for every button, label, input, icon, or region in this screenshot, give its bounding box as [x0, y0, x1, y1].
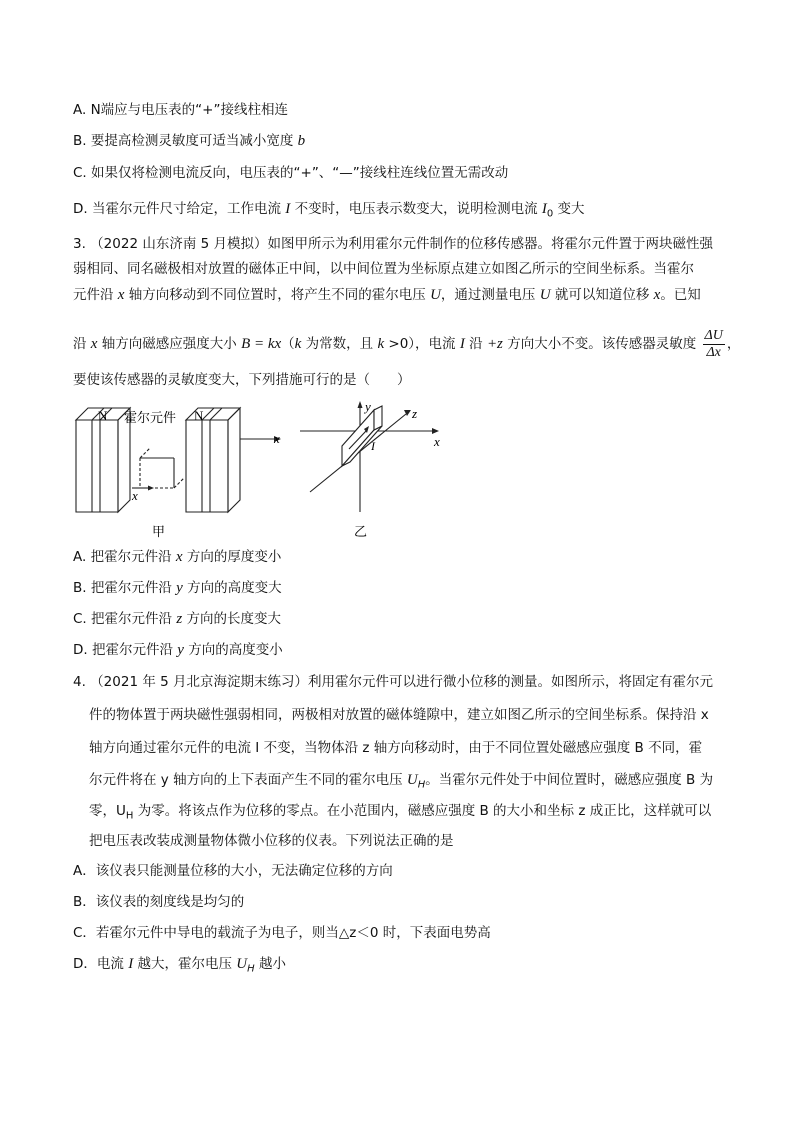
figure-jia — [70, 396, 290, 542]
q4-l5-sub: H — [125, 810, 134, 822]
q4-option-d-text3: 越小 — [254, 956, 286, 972]
q3-l3-text: 元件沿 — [73, 287, 118, 303]
q3-option-d-var: y — [177, 642, 184, 658]
q3-option-c — [73, 609, 281, 629]
q4-line-2: 件的物体置于两块磁性强弱相同，两极相对放置的磁体缝隙中，建立如图乙所示的空间坐标系。保持沿 x — [89, 707, 709, 723]
q3-option-a — [73, 547, 281, 567]
y-axis-label: y — [365, 399, 371, 414]
q3-l3-var-u2: U — [539, 287, 551, 303]
q3-l4-var-k2: k — [377, 336, 385, 352]
q2-option-b-text: B. 要提高检测灵敏度可适当减小宽度 — [73, 133, 298, 149]
q4-l4-var-u: U — [406, 772, 418, 788]
q3-option-d-text2: 方向的高度变小 — [183, 642, 283, 658]
q3-option-a-var: x — [175, 549, 183, 565]
fraction-denominator: Δx — [706, 344, 721, 360]
q3-option-d — [73, 640, 283, 660]
q3-l3-text4: 就可以知道位移 — [550, 287, 654, 303]
q3-l4-text5: >0），电流 — [384, 336, 460, 352]
q4-option-b: B．该仪表的刻度线是均匀的 — [73, 894, 245, 910]
q4-line-3: 轴方向通过霍尔元件的电流 I 不变，当物体沿 z 轴方向移动时，由于不同位置处磁感应强度 B 不同，霍 — [89, 740, 703, 756]
q4-option-d-var-u: U — [236, 956, 248, 972]
q3-l3-var-x: x — [117, 287, 125, 303]
q3-l4-text2: 轴方向磁感应强度大小 — [97, 336, 242, 352]
q4-line-4 — [89, 770, 713, 796]
q2-option-d-text3: 变大 — [553, 201, 585, 217]
north-pole-label-1: N — [98, 408, 108, 423]
q3-option-b — [73, 578, 282, 598]
q4-line-6: 把电压表改装成测量物体微小位移的仪表。下列说法正确的是 — [89, 833, 454, 849]
q3-l4-var-i: I — [459, 336, 465, 352]
q2-option-d-var: I — [285, 201, 291, 217]
q3-option-b-text2: 方向的高度变大 — [182, 580, 282, 596]
right-magnet-side — [228, 408, 240, 512]
q3-line-3 — [73, 285, 701, 305]
right-magnet-front — [186, 420, 228, 512]
north-pole-label-2: N — [194, 408, 204, 423]
q3-option-c-var: z — [176, 611, 183, 627]
q2-option-c — [73, 163, 508, 183]
q4-l5-text: 零，U — [89, 803, 126, 819]
q2-option-d-sub: 0 — [546, 208, 554, 220]
sensitivity-fraction — [703, 328, 725, 361]
fraction-numerator: ΔU — [704, 327, 723, 343]
figure-yi-caption: 乙 — [354, 524, 368, 539]
x-axis-label: x — [274, 431, 280, 446]
z-axis-label: z — [412, 406, 418, 421]
q3-l4-text8: ， — [726, 336, 741, 352]
q3-l4-text6: 沿 — [464, 336, 487, 352]
q4-option-d-text: D．电流 — [73, 956, 129, 972]
q3-l4-text: 沿 — [73, 336, 91, 352]
q2-option-c-text: C. 如果仅将检测电流反向，电压表的“+”、“—”接线柱连线位置无需改动 — [73, 165, 509, 181]
q3-line-4 — [73, 326, 740, 362]
q2-option-d — [73, 199, 585, 225]
q3-l3-text5: 。已知 — [660, 287, 701, 303]
q2-option-d-text: D. 当霍尔元件尺寸给定，工作电流 — [73, 201, 286, 217]
q3-l4-text7: 方向大小不变。该传感器灵敏度 — [502, 336, 701, 352]
q3-option-a-text: A. 把霍尔元件沿 — [73, 549, 176, 565]
q4-l4-text2: 。当霍尔元件处于中间位置时，磁感应强度 B 为 — [425, 772, 714, 788]
q3-line-5: 要使该传感器的灵敏度变大，下列措施可行的是（ ） — [73, 372, 411, 388]
q4-l4-text: 尔元件将在 y 轴方向的上下表面产生不同的霍尔电压 — [89, 772, 407, 788]
x-axis-label-yi: x — [434, 434, 440, 449]
displacement-x-label: x — [132, 488, 138, 503]
hall-plate-side — [374, 406, 382, 430]
q2-option-a-text: A. N端应与电压表的“+”接线柱相连 — [73, 102, 288, 118]
q3-option-d-text: D. 把霍尔元件沿 — [73, 642, 178, 658]
q4-option-d-text2: 越大，霍尔电压 — [133, 956, 237, 972]
figure-jia-caption: 甲 — [152, 524, 166, 539]
q4-line-5 — [89, 801, 711, 827]
hall-element-label: 霍尔元件 — [124, 410, 177, 425]
q3-l3-text3: ，通过测量电压 — [440, 287, 540, 303]
q3-l4-var-x: x — [90, 336, 98, 352]
q2-option-b — [73, 131, 305, 151]
q3-l4-var-k: k — [294, 336, 302, 352]
q3-l3-var-u: U — [430, 287, 441, 303]
q2-option-a — [73, 100, 288, 120]
q3-line-1: 3. （2022 山东济南 5 月模拟）如图甲所示为利用霍尔元件制作的位移传感器。将霍尔元件置于两块磁性强 — [73, 236, 713, 252]
q3-l3-text2: 轴方向移动到不同位置时，将产生不同的霍尔电压 — [124, 287, 431, 303]
q4-option-c: C．若霍尔元件中导电的载流子为电子，则当△z＜0 时，下表面电势高 — [73, 925, 491, 941]
q3-l4-text4: 为常数，且 — [301, 336, 378, 352]
q4-option-d — [73, 954, 286, 980]
q3-l3-var-x2: x — [653, 287, 661, 303]
left-magnet-front — [76, 420, 118, 512]
q4-option-d-sub: H — [247, 963, 255, 975]
q3-option-b-text: B. 把霍尔元件沿 — [73, 580, 177, 596]
q3-l4-var-z: +z — [486, 336, 503, 352]
q2-option-b-var: b — [297, 133, 306, 149]
q4-line-1: 4. （2021 年 5 月北京海淀期末练习）利用霍尔元件可以进行微小位移的测量。如图所示，将固定有霍尔元 — [73, 674, 713, 690]
q2-option-d-text2: 不变时，电压表示数变大，说明检测电流 — [290, 201, 542, 217]
q4-option-d-var-i: I — [128, 956, 134, 972]
q3-l4-formula: B = kx — [241, 336, 282, 352]
q4-option-a: A．该仪表只能测量位移的大小，无法确定位移的方向 — [73, 863, 393, 879]
q3-line-2: 弱相同、同名磁极相对放置的磁体正中间，以中间位置为坐标原点建立如图乙所示的空间坐标系。当霍尔 — [73, 261, 694, 277]
current-label: I — [371, 439, 375, 453]
figure-yi — [294, 396, 448, 542]
q4-l5-text2: 为零。将该点作为位移的零点。在小范围内，磁感应强度 B 的大小和坐标 z 成正比，这样就可以 — [133, 803, 712, 819]
q3-option-b-var: y — [176, 580, 183, 596]
q3-option-c-text2: 方向的长度变大 — [182, 611, 281, 627]
q2-option-d-var2: I — [541, 201, 547, 217]
q3-option-a-text2: 方向的厚度变小 — [182, 549, 282, 565]
q4-l4-sub: H — [417, 779, 426, 791]
q3-option-c-text: C. 把霍尔元件沿 — [73, 611, 177, 627]
q3-l4-text3: （ — [281, 336, 295, 352]
